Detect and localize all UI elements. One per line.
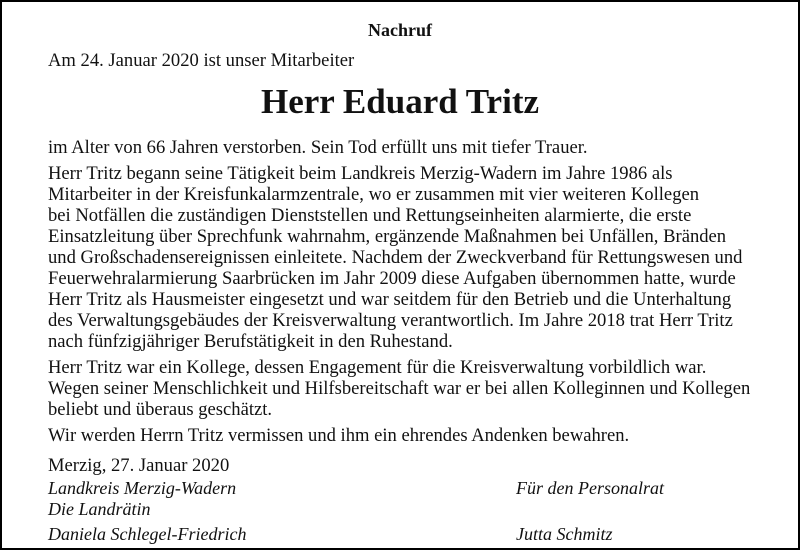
career-line: und Großschadensereignissen einleitete. Nachdem der Zweckverband für Rettungswesen und — [48, 247, 743, 268]
career-line: Herr Tritz begann seine Tätigkeit beim Landkreis Merzig-Wadern im Jahre 1986 als — [48, 163, 673, 184]
signature-left-org: Landkreis Merzig-Wadern — [48, 478, 237, 498]
signature-right-name: Jutta Schmitz — [516, 524, 613, 544]
signature-right-org: Für den Personalrat — [516, 478, 664, 498]
career-line: nach fünfzigjähriger Berufstätigkeit in den Ruhestand. — [48, 331, 453, 352]
career-line: Feuerwehralarmierung Saarbrücken im Jahr 2009 diese Aufgaben übernommen hatte, wurde — [48, 268, 736, 289]
signature-left-title: Die Landrätin — [48, 499, 151, 519]
place-date: Merzig, 27. Januar 2020 — [48, 455, 230, 476]
notice-heading: Nachruf — [368, 20, 432, 40]
career-line: des Verwaltungsgebäudes der Kreisverwaltung verantwortlich. Im Jahre 2018 trat Herr Tritz — [48, 310, 733, 331]
career-line: Mitarbeiter in der Kreisfunkalarmzentrale, wo er zusammen mit vier weiteren Kollegen — [48, 184, 700, 205]
paragraph-remembrance: Wir werden Herrn Tritz vermissen und ihm ein ehrendes Andenken bewahren. — [48, 425, 630, 446]
career-line: bei Notfällen die zuständigen Dienststellen und Rettungseinheiten alarmierte, die erste — [48, 205, 692, 226]
signature-left-name: Daniela Schlegel-Friedrich — [48, 524, 247, 544]
career-line: Herr Tritz als Hausmeister eingesetzt und war seitdem für den Betrieb und die Unterhaltung — [48, 289, 732, 310]
tribute-line: Wegen seiner Menschlichkeit und Hilfsbereitschaft war er bei allen Kolleginnen und Kollegen — [48, 378, 751, 399]
deceased-name: Herr Eduard Tritz — [260, 82, 540, 121]
intro-line: Am 24. Januar 2020 ist unser Mitarbeiter — [48, 50, 355, 71]
tribute-line: beliebt und überaus geschätzt. — [48, 399, 273, 420]
paragraph-age: im Alter von 66 Jahren verstorben. Sein Tod erfüllt uns mit tiefer Trauer. — [48, 137, 588, 158]
tribute-line: Herr Tritz war ein Kollege, dessen Engagement für die Kreisverwaltung vorbildlich war. — [48, 357, 707, 378]
career-line: Einsatzleitung über Sprechfunk wahrnahm, ergänzende Maßnahmen bei Unfällen, Bränden — [48, 226, 727, 247]
